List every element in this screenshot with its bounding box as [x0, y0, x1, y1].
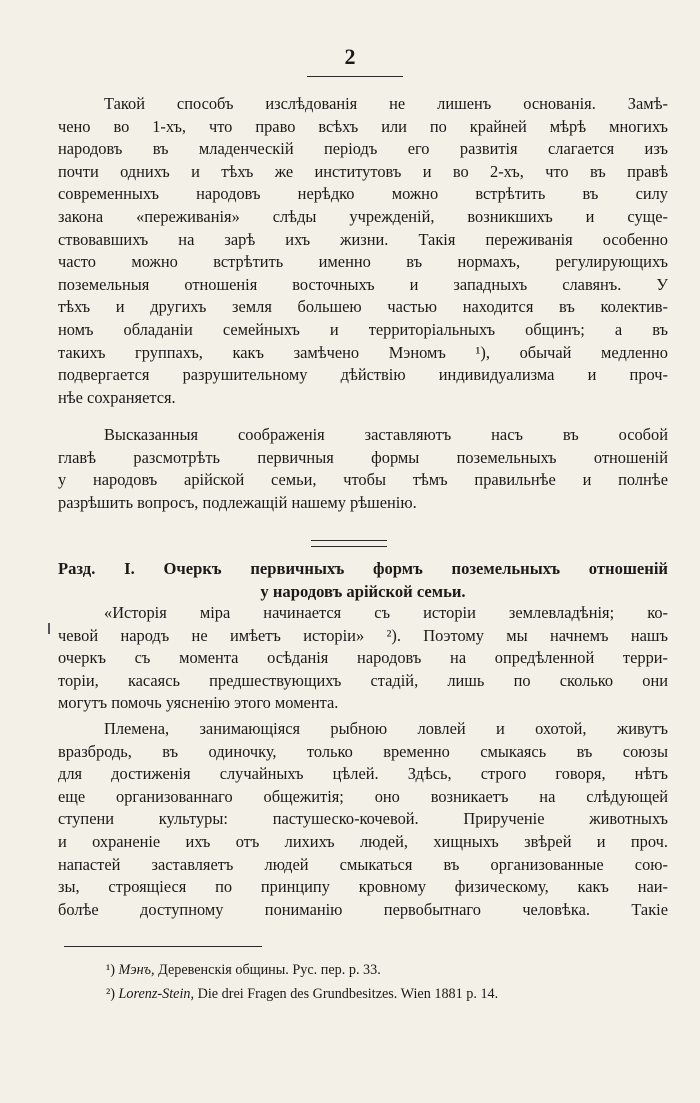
footnote-text: Деревенскія общины. Рус. пер. р. 33. — [158, 962, 381, 978]
section-heading-line: у народовъ арійской семьи. — [260, 582, 466, 601]
text-line: часто можно встрѣтить именно въ нормахъ, регулирующихъ — [58, 252, 668, 272]
text-line: у народовъ арійской семьи, чтобы тѣмъ правильнѣе и полнѣе — [58, 470, 668, 490]
footnotes — [106, 958, 676, 1006]
text-line: вразбродь, въ одиночку, только временно смыкаясь въ союзы — [58, 741, 668, 761]
paragraph-2 — [58, 424, 668, 514]
text-line: разрѣшить вопросъ, подлежащій нашему рѣшенію. — [58, 492, 417, 512]
text-line: очеркъ съ момента осѣданія народовъ на опредѣленной терри- — [58, 648, 668, 668]
text-line: чено во 1-хъ, что право всѣхъ или по крайней мѣрѣ многихъ — [58, 116, 668, 136]
text-line: для достиженія случайныхъ цѣлей. Здѣсь, строго говоря, нѣтъ — [58, 764, 668, 784]
footnote-mark: ²) — [106, 986, 115, 1002]
text-line: чевой народъ не имѣетъ исторіи» ²). Поэтому мы начнемъ нашъ — [58, 625, 668, 645]
text-line: и охраненіе ихъ отъ лихихъ людей, хищныхъ звѣрей и проч. — [58, 831, 668, 851]
text-line: еще организованнаго общежитія; оно возникаетъ на слѣдующей — [58, 786, 668, 806]
footnote — [106, 958, 676, 982]
margin-mark — [48, 623, 50, 634]
text-line: могутъ помочь уясненію этого момента. — [58, 693, 339, 713]
text-line: зы, строящіеся по принципу кровному физическому, какъ наи- — [58, 877, 668, 897]
text-line: главѣ разсмотрѣть первичныя формы поземельныхъ отношеній — [58, 447, 668, 467]
paragraph-3 — [58, 602, 668, 715]
text-line: почти однихъ и тѣхъ же институтовъ и во 2-хъ, что въ правѣ — [58, 161, 668, 181]
text-line: Такой способъ изслѣдованія не лишенъ основанія. Замѣ- — [104, 94, 668, 113]
section-heading — [58, 557, 668, 603]
text-line: Высказанныя соображенія заставляютъ насъ въ особой — [104, 425, 668, 444]
text-line: подвергается разрушительному дѣйствію индивидуализма и проч- — [58, 365, 668, 385]
text-line: Племена, занимающіяся рыбною ловлей и охотой, живутъ — [104, 719, 668, 738]
paragraph-1 — [58, 93, 668, 409]
text-line: такихъ группахъ, какъ замѣчено Мэномъ ¹), обычай медленно — [58, 342, 668, 362]
page-number: 2 — [344, 44, 356, 69]
footnote-author: Lorenz-Stein, — [118, 986, 195, 1002]
text-line: народовъ въ младенческій періодъ его развитія слагается изъ — [58, 139, 668, 159]
text-line: ствовавшихъ на зарѣ ихъ жизни. Такія переживанія особенно — [58, 229, 668, 249]
paragraph-4 — [58, 718, 668, 921]
footnote-mark: ¹) — [106, 962, 115, 978]
text-line: тѣхъ и другихъ земля большею частью находится въ колектив- — [58, 297, 668, 317]
text-line: торіи, касаясь предшествующихъ стадій, лишь по сколько они — [58, 670, 668, 690]
footnote-rule — [64, 946, 262, 947]
text-line: номъ обладаніи семейныхъ и территоріальныхъ общинъ; а въ — [58, 319, 668, 339]
text-line: ступени культуры: пастушеско-кочевой. Прирученіе животныхъ — [58, 809, 668, 829]
text-line: современныхъ народовъ нерѣдко можно встрѣтить въ силу — [58, 184, 668, 204]
section-heading-line: Разд. I. Очеркъ первичныхъ формъ поземельныхъ отношеній — [58, 559, 668, 578]
text-line: напастей заставляетъ людей смыкаться въ организованные сою- — [58, 854, 668, 874]
footnote-text: Die drei Fragen des Grundbesitzes. Wien 1881 p. 14. — [197, 986, 499, 1002]
text-line: закона «переживанія» слѣды учрежденій, возникшихъ и суще- — [58, 206, 668, 226]
footnote — [106, 982, 676, 1006]
text-line: нѣе сохраняется. — [58, 387, 176, 407]
text-line: болѣе доступному пониманію первобытнаго человѣка. Такіе — [58, 899, 668, 919]
text-line: «Исторія міра начинается съ исторіи землевладѣнія; ко- — [104, 603, 668, 622]
text-line: поземельныя отношенія восточныхъ и западныхъ славянъ. У — [58, 274, 668, 294]
section-divider — [311, 540, 387, 547]
footnote-author: Мэнъ, — [118, 962, 155, 978]
header-rule — [307, 76, 403, 77]
